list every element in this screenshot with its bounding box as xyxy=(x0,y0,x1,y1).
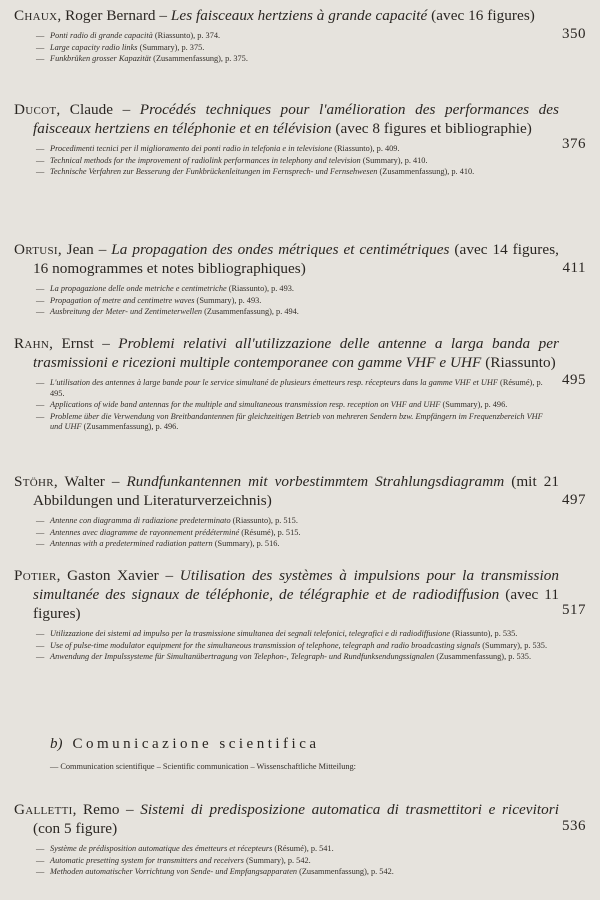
article-note: (con 5 figure) xyxy=(33,820,118,837)
translations-list xyxy=(14,378,556,433)
author-given: , Remo – xyxy=(72,801,141,818)
translation-item: — Methoden automatischer Vorrichtung von Sende- und Empfangsapparaten (Zusammenfassung), p. 542. xyxy=(36,867,394,877)
translation-item: — Applications of wide band antennas for the multiple and simultaneous transmission resp. reception on VHF and UHF (Summary), p. 496. xyxy=(36,400,508,410)
translation-item: — Propagation of metre and centimetre waves (Summary), p. 493. xyxy=(36,295,262,305)
translation-item: — Technical methods for the improvement of radiolink performances in telephony and television (Summary), p. 410. xyxy=(36,155,428,165)
author-given: , Gaston Xavier – xyxy=(56,567,180,584)
article-note: (avec 16 figures) xyxy=(427,7,535,24)
translations-list xyxy=(14,284,556,318)
translation-item: — Procedimenti tecnici per il miglioramento dei ponti radio in telefonia e in televisione (Riassunto), p. 409. xyxy=(36,144,400,153)
entry-heading xyxy=(14,100,559,138)
article-note: (avec 8 figures et bibliographie) xyxy=(331,120,532,137)
author-surname: Galletti xyxy=(14,801,73,818)
translations-list xyxy=(14,844,556,878)
translation-item: — Système de prédisposition automatique des émetteurs et récepteurs (Résumé), p. 541. xyxy=(36,844,334,853)
section-letter: b) xyxy=(50,736,63,752)
section-heading xyxy=(50,736,320,753)
translation-item: — Use of pulse-time modulator equipment for the simultaneous transmission of telephone, telegraph and radio broadcasting signals (Summary), p. 535. xyxy=(36,640,548,650)
article-title: Problemi relativi all'utilizzazione delle antenne a larga banda per trasmissioni e ricezioni multiple contemporanee con gamme VHF e UHF xyxy=(33,335,559,371)
index-entry xyxy=(14,472,586,551)
section-title: Comunicazione scientifica xyxy=(72,736,320,752)
entry-heading xyxy=(14,566,559,623)
translation-item: — L'utilisation des antennes à large bande pour le service simultané de plusieurs émetteurs resp. récepteurs dans la gamme VHF et UHF (Résumé), p. 495. xyxy=(36,378,543,398)
translations-list xyxy=(14,629,556,663)
index-entry xyxy=(14,800,586,879)
article-title: Rundfunkantennen mit vorbestimmtem Strahlungsdiagramm xyxy=(126,473,505,490)
page-number: 411 xyxy=(562,260,586,276)
page-number: 497 xyxy=(562,492,586,508)
index-entry xyxy=(14,100,586,179)
author-surname: Ducot xyxy=(14,101,57,118)
index-entry xyxy=(14,6,586,66)
author-given: , Walter – xyxy=(53,473,127,490)
translation-item: — Funkbrüken grosser Kapazität (Zusammenfassung), p. 375. xyxy=(36,54,248,64)
page-number: 495 xyxy=(562,372,586,388)
translation-item: — Automatic presetting system for transmitters and receivers (Summary), p. 542. xyxy=(36,855,311,865)
entry-heading xyxy=(14,240,559,278)
translation-item: — Antennas with a predetermined radiation pattern (Summary), p. 516. xyxy=(36,539,280,549)
translation-item: — Antennes avec diagramme de rayonnement prédéterminé (Résumé), p. 515. xyxy=(36,527,301,537)
index-entry xyxy=(14,334,586,434)
translations-list xyxy=(14,516,556,550)
translations-list xyxy=(14,31,556,65)
translation-item: — Ponti radio di grande capacità (Riassunto), p. 374. xyxy=(36,31,221,40)
author-surname: Rahn xyxy=(14,335,50,352)
article-note: (mit 21 Abbildungen und Literaturverzeichnis) xyxy=(33,473,559,509)
author-given: , Ernst – xyxy=(49,335,119,352)
article-title: Procédés techniques pour l'amélioration des performances des faisceaux hertziens en téléphonie et en télévision xyxy=(33,101,559,137)
translation-item: — Probleme über die Verwendung von Breitbandantennen für gleichzeitigen Betrieb von mehreren Sendern bzw. Empfängern im Frequenzbereich VHF und UHF (Zusammenfassung), p. 496. xyxy=(36,411,543,432)
translation-item: — Technische Verfahren zur Besserung der Funkbrückenleitungen im Fernsprech- und Fernsehwesen (Zusammenfassung), p. 410. xyxy=(36,167,475,177)
translation-item: — Ausbreitung der Meter- und Zentimeterwellen (Zusammenfassung), p. 494. xyxy=(36,307,299,317)
article-note: (avec 11 figures) xyxy=(33,586,560,622)
page-number: 376 xyxy=(562,136,586,152)
article-title: La propagation des ondes métriques et centimétriques xyxy=(111,241,450,258)
author-given: , Jean – xyxy=(57,241,112,258)
page-number: 517 xyxy=(562,602,586,618)
index-entry xyxy=(14,240,586,319)
entry-heading xyxy=(14,334,559,372)
index-entry xyxy=(14,566,586,664)
translation-item: — Large capacity radio links (Summary), p. 375. xyxy=(36,42,205,52)
page-number: 350 xyxy=(562,26,586,42)
author-surname: Stöhr xyxy=(14,473,54,490)
entry-heading xyxy=(14,800,559,838)
article-title: Sistemi di predisposizione automatica di trasmettitori e ricevitori xyxy=(140,801,559,818)
page-number: 536 xyxy=(562,818,586,834)
article-note: (Riassunto) xyxy=(481,354,556,371)
article-note: (avec 14 figures, 16 nomogrammes et notes bibliographiques) xyxy=(33,241,560,277)
article-title: Utilisation des systèmes à impulsions pour la transmission simultanée des signaux de téléphonie, de télégraphie et de radiodiffusion xyxy=(33,567,560,603)
author-surname: Ortusi xyxy=(14,241,58,258)
translation-item: — La propagazione delle onde metriche e centimetriche (Riassunto), p. 493. xyxy=(36,284,294,293)
author-surname: Chaux xyxy=(14,7,58,24)
translation-item: — Antenne con diagramma di radiazione predeterminato (Riassunto), p. 515. xyxy=(36,516,298,525)
author-given: , Claude – xyxy=(56,101,140,118)
translations-list xyxy=(14,144,556,178)
article-title: Les faisceaux hertziens à grande capacité xyxy=(170,7,428,24)
section-subtitle: — Communication scientifique – Scientific communication – Wissenschaftliche Mitteilung: xyxy=(50,762,356,771)
entry-heading xyxy=(14,472,559,510)
translation-item: — Anwendung der Impulssysteme für Simultanübertragung von Telephon-, Telegraph- und Rundfunksendungssignalen (Zusammenfassung), p. 535. xyxy=(36,652,532,662)
entry-heading xyxy=(14,6,559,25)
author-surname: Potier xyxy=(14,567,57,584)
translation-item: — Utilizzazione dei sistemi ad impulso per la trasmissione simultanea dei segnali telefonici, telegrafici e di radiodiffusione (Riassunto), p. 535. xyxy=(36,629,518,638)
author-given: , Roger Bernard – xyxy=(57,7,171,24)
